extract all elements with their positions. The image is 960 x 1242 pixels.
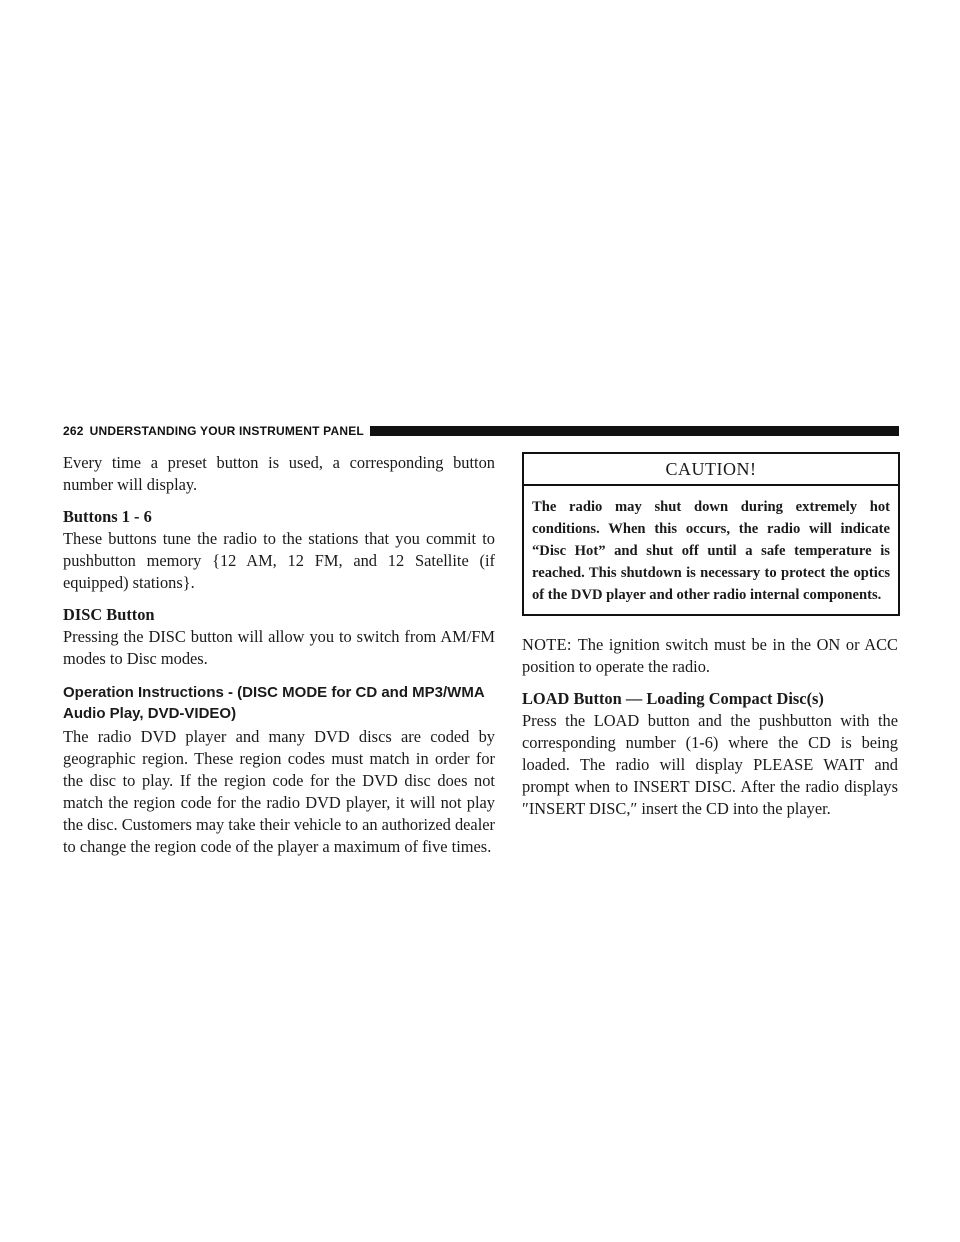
note-text: The ignition switch must be in the ON or ACC position to operate the radio.	[522, 635, 898, 676]
section-title: UNDERSTANDING YOUR INSTRUMENT PANEL	[89, 424, 364, 438]
right-column	[522, 452, 898, 820]
buttons-paragraph: These buttons tune the radio to the stations that you commit to pushbutton memory {12 AM, 12 FM, and 12 Satellite (if equipped) stations}.	[63, 529, 495, 592]
left-column	[63, 452, 495, 858]
load-button-heading: LOAD Button — Loading Compact Disc(s)	[522, 689, 824, 708]
page-number: 262	[63, 424, 84, 438]
disc-button-paragraph: Pressing the DISC button will allow you to switch from AM/FM modes to Disc modes.	[63, 627, 495, 668]
page-header	[63, 422, 899, 440]
caution-text: The radio may shut down during extremely hot conditions. When this occurs, the radio will indicate “Disc Hot” and shut off until a safe temperature is reached. This shutdown is necessary to protect the optics of the DVD player and other radio internal components.	[532, 499, 890, 603]
intro-paragraph: Every time a preset button is used, a corresponding button number will display.	[63, 453, 495, 494]
load-button-paragraph: Press the LOAD button and the pushbutton with the corresponding number (1-6) where the CD is being loaded. The radio will display PLEASE WAIT and prompt when to INSERT DISC. After the radio displays ″INSERT DISC,″ insert the CD into the player.	[522, 711, 898, 818]
note-label: NOTE:	[522, 635, 572, 654]
header-rule	[370, 426, 899, 436]
buttons-heading: Buttons 1 - 6	[63, 507, 152, 526]
operation-instructions-heading: Operation Instructions - (DISC MODE for CD and MP3/WMA Audio Play, DVD-VIDEO)	[63, 684, 485, 722]
caution-box	[522, 452, 900, 616]
disc-button-heading: DISC Button	[63, 605, 155, 624]
operation-instructions-paragraph: The radio DVD player and many DVD discs are coded by geographic region. These region codes must match in order for the disc to play. If the region code for the DVD disc does not match the region code for the radio DVD player, it will not play the disc. Customers may take their vehicle to an authorized dealer to change the region code of the player a maximum of five times.	[63, 727, 495, 856]
caution-title: CAUTION!	[524, 454, 898, 486]
note-paragraph	[522, 634, 898, 678]
